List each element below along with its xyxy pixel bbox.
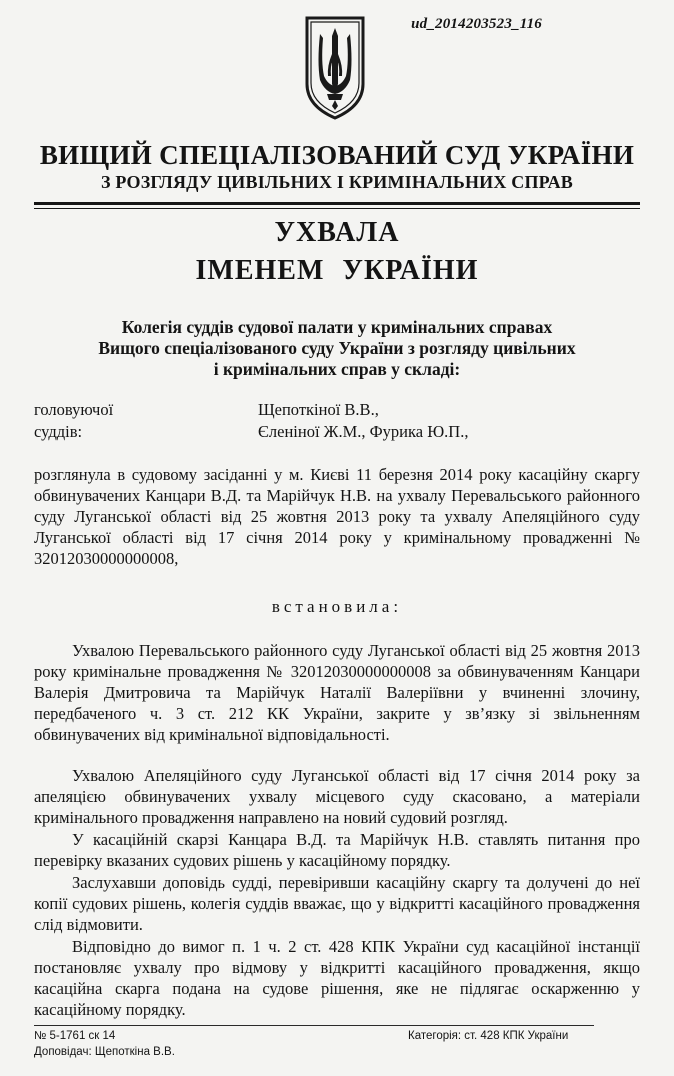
header-rule-thin (34, 208, 640, 209)
rapporteur: Доповідач: Щепоткіна В.В. (34, 1046, 175, 1058)
case-category: Категорія: ст. 428 КПК України (408, 1030, 569, 1042)
court-subtitle: З РОЗГЛЯДУ ЦИВІЛЬНИХ І КРИМІНАЛЬНИХ СПРАВ (101, 172, 573, 192)
document-type: УХВАЛА (274, 217, 400, 248)
paragraph-3: У касаційній скарзі Канцара В.Д. та Марійчук Н.В. ставлять питання про перевірку вказаних судових рішень у касаційному порядку. (34, 830, 640, 870)
presiding-judge-role: головуючої (34, 400, 114, 419)
paragraph-4: Заслухавши доповідь судді, перевіривши касаційну скаргу та долучені до неї копії судових рішень, колегія суддів вважає, що у відкритті касаційного провадження слід відмовити. (34, 873, 640, 934)
footer-rule (34, 1025, 594, 1026)
panel-composition (0, 317, 674, 380)
judges-role: суддів: (34, 422, 83, 441)
paragraph-5: Відповідно до вимог п. 1 ч. 2 ст. 428 КПК України суд касаційної інстанції постановляє ухвалу про відмову у відкритті касаційного провадження, якщо касаційна скарга подана на судове рішення, яке не підлягає оскарженню у касаційному порядку. (34, 937, 640, 1019)
judges-names: Єленіної Ж.М., Фурика Ю.П., (258, 422, 469, 441)
paragraph-2: Ухвалою Апеляційного суду Луганської області від 17 січня 2014 року за апеляцією обвинувачених ухвалу місцевого суду скасовано, а матеріали кримінального провадження направлено на новий судовий розгляд. (34, 766, 640, 827)
document-subtitle: ІМЕНЕМ УКРАЇНИ (195, 255, 479, 286)
panel-line: Колегія суддів судової палати у кримінальних справах (121, 317, 553, 337)
established-heading: встановила: (271, 597, 403, 616)
header-rule-thick (34, 202, 640, 205)
case-number: № 5-1761 ск 14 (34, 1030, 116, 1042)
document-id: ud_2014203523_116 (411, 16, 542, 32)
panel-line: і кримінальних справ у складі: (213, 359, 461, 379)
paragraph-1: Ухвалою Перевальського районного суду Луганської області від 25 жовтня 2013 року кримінальне провадження № 32012030000000008 за обвинуваченням Канцари Валерія Дмитровича та Марійчук Наталії Валеріївни у вчиненні злочину, передбаченого ч. 3 ст. 212 КК України, закрите у зв’язку зі звільненням обвинувачених від кримінальної відповідальності. (34, 641, 640, 744)
court-name: ВИЩИЙ СПЕЦІАЛІЗОВАНИЙ СУД УКРАЇНИ (39, 140, 635, 170)
intro-paragraph: розглянула в судовому засіданні у м. Києві 11 березня 2014 року касаційну скаргу обвинувачених Канцари В.Д. та Марійчук Н.В. на ухвалу Перевальського районного суду Луганської області від 25 жовтня 2013 року та ухвалу Апеляційного суду Луганської області від 17 січня 2014 року у кримінальному провадженні № 32012030000000008, (34, 465, 640, 568)
panel-line: Вищого спеціалізованого суду України з розгляду цивільних (98, 338, 576, 358)
presiding-judge-name: Щепоткіної В.В., (258, 400, 379, 419)
trident-emblem-icon (303, 14, 367, 120)
